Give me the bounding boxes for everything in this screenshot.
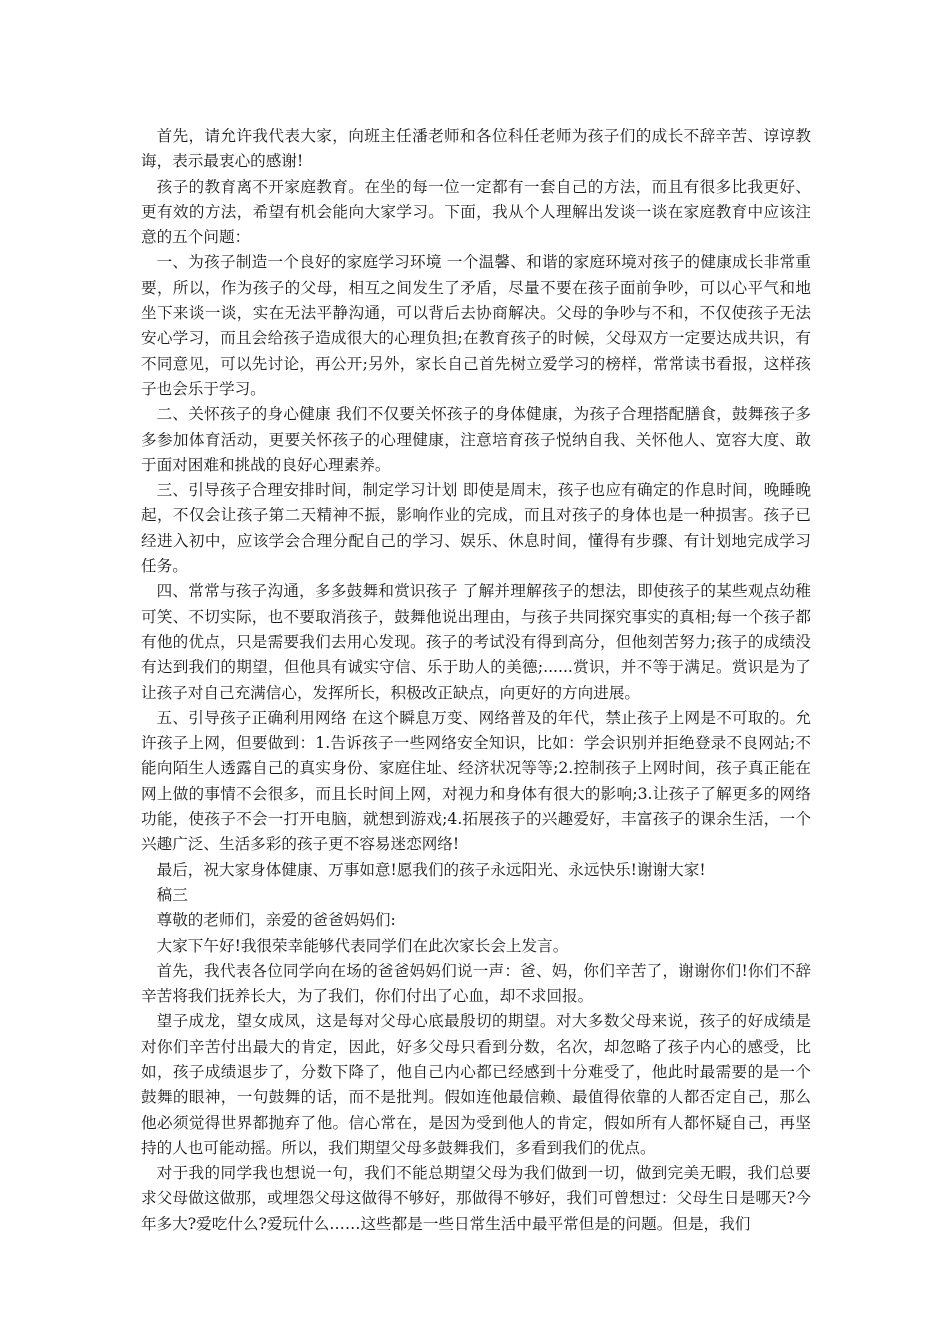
section-heading-draft-three: 稿三 (156, 885, 188, 904)
paragraph-family-education-intro: 孩子的教育离不开家庭教育。在坐的每一位一定都有一套自己的方法，而且有很多比我更好、更有效的方法，希望有机会能向大家学习。下面，我从个人理解出发谈一谈在家庭教育中应该注意的五个问题： (141, 177, 811, 247)
paragraph-thanks-parents: 首先，我代表各位同学向在场的爸爸妈妈们说一声：爸、妈，你们辛苦了，谢谢你们!你们不辞辛苦将我们抚养长大，为了我们，你们付出了心血，却不求回报。 (141, 961, 811, 1006)
paragraph-thanks-teachers: 首先，请允许我代表大家，向班主任潘老师和各位科任老师为孩子们的成长不辞辛苦、谆谆教诲，表示最衷心的感谢! (141, 127, 811, 171)
paragraph-closing-wishes: 最后，祝大家身体健康、万事如意!愿我们的孩子永远阳光、永远快乐!谢谢大家! (156, 860, 706, 879)
paragraph-message-to-classmates: 对于我的同学我也想说一句，我们不能总期望父母为我们做到一切，做到完美无暇，我们总要求父母做这做那，或埋怨父母这做得不够好，那做得不够好，我们可曾想过：父母生日是哪天?今年多大?爱吃什么?爱玩什么……这些都是一些日常生活中最平常但是的问题。但是，我们 (141, 1164, 811, 1233)
paragraph-point-four-communication: 四、常常与孩子沟通，多多鼓舞和赏识孩子 了解并理解孩子的想法，即使孩子的某些观点幼稚可笑、不切实际，也不要取消孩子，鼓舞他说出理由，与孩子共同探究事实的真相;每一个孩子都有他的优点，只是需要我们去用心发现。孩子的考试没有得到高分，但他刻苦努力;孩子的成绩没有达到我们的期望，但他具有诚实守信、乐于助人的美德;......赏识，并不等于满足。赏识是为了让孩子对自己充满信心，发挥所长，积极改正缺点，向更好的方向进展。 (141, 582, 811, 702)
paragraph-parent-expectations: 望子成龙，望女成凤，这是每对父母心底最殷切的期望。对大多数父母来说，孩子的好成绩是对你们辛苦付出最大的肯定，因此，好多父母只看到分数，名次，却忽略了孩子内心的感受，比如，孩子成绩退步了，分数下降了，他自己内心都已经感到十分难受了，他此时最需要的是一个鼓舞的眼神，一句鼓舞的话，而不是批判。假如连他最信赖、最值得依靠的人都否定自己，那么他必须觉得世界都抛弃了他。信心常在，是因为受到他人的肯定，假如所有人都怀疑自己，再坚持的人也可能动摇。所以，我们期望父母多鼓舞我们，多看到我们的优点。 (141, 1012, 811, 1157)
paragraph-greeting: 大家下午好!我很荣幸能够代表同学们在此次家长会上发言。 (156, 936, 569, 955)
paragraph-point-five-internet: 五、引导孩子正确利用网络 在这个瞬息万变、网络普及的年代，禁止孩子上网是不可取的。允许孩子上网，但要做到：1.告诉孩子一些网络安全知识，比如：学会识别并拒绝登录不良网站;不能向陌生人透露自己的真实身份、家庭住址、经济状况等等;2.控制孩子上网时间，孩子真正能在网上做的事情不会很多，而且长时间上网，对视力和身体有很大的影响;3.让孩子了解更多的网络功能，使孩子不会一打开电脑，就想到游戏;4.拓展孩子的兴趣爱好，丰富孩子的课余生活，一个兴趣广泛、生活多彩的孩子更不容易迷恋网络! (141, 708, 811, 854)
paragraph-point-three-schedule: 三、引导孩子合理安排时间，制定学习计划 即使是周末，孩子也应有确定的作息时间，晚睡晚起，不仅会让孩子第二天精神不振，影响作业的完成，而且对孩子的身体也是一种损害。孩子已经进入初中，应该学会合理分配自己的学习、娱乐、休息时间，懂得有步骤、有计划地完成学习任务。 (141, 481, 811, 576)
paragraph-salutation: 尊敬的老师们，亲爱的爸爸妈妈们: (156, 911, 396, 930)
paragraph-point-one-environment: 一、为孩子制造一个良好的家庭学习环境 一个温馨、和谐的家庭环境对孩子的健康成长非常重要，所以，作为孩子的父母，相互之间发生了矛盾，尽量不要在孩子面前争吵，可以心平气和地坐下来谈一谈，实在无法平静沟通，可以背后去协商解决。父母的争吵与不和，不仅使孩子无法安心学习，而且会给孩子造成很大的心理负担;在教育孩子的时候，父母双方一定要达成共识，有不同意见，可以先讨论，再公开;另外，家长自己首先树立爱学习的榜样，常常读书看报，这样孩子也会乐于学习。 (141, 253, 811, 398)
document-body (141, 124, 811, 1237)
paragraph-point-two-health: 二、关怀孩子的身心健康 我们不仅要关怀孩子的身体健康，为孩子合理搭配膳食，鼓舞孩子多多参加体育活动，更要关怀孩子的心理健康，注意培育孩子悦纳自我、关怀他人、宽容大度、敢于面对困难和挑战的良好心理素养。 (141, 405, 811, 474)
